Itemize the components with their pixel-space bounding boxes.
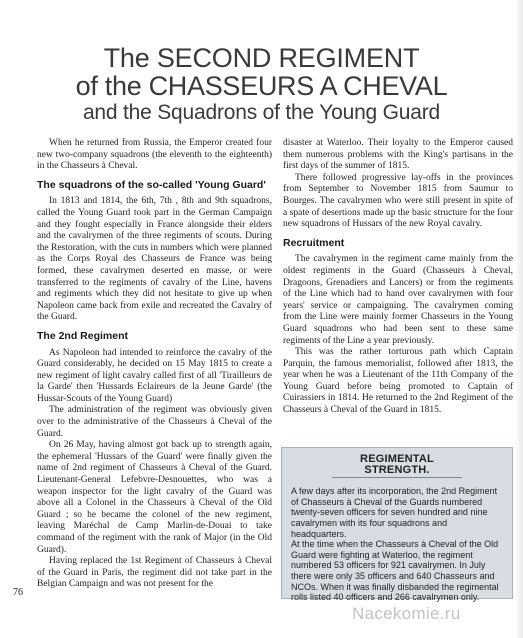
intro-paragraph: When he returned from Russia, the Emperor created four new two-company squadrons (the eleventh to the eighteenth) in the Chasseurs à Cheval. (37, 138, 272, 172)
regiment-paragraph-2: The administration of the regiment was obviously given over to the administrative of the Chasseurs à Cheval of the Guard. (37, 405, 272, 439)
regimental-strength-box (281, 447, 513, 603)
recruitment-paragraph-2: This was the rather torturous path which Captain Parquin, the famous memorialist, followed after 1813, the year when he was a Lieutenant of the 11th Company of the Young Guard before being promoted to Captain of Cuirassiers in 1814. He returned to the 2nd Regiment of the Chasseurs à Cheval of the Guard in 1815. (283, 347, 513, 416)
right-column (283, 138, 513, 417)
regiment-paragraph-3: On 26 May, having almost got back up to strength again, the ephemeral 'Hussars of the Guard' were finally given the name of 2nd regiment of Chasseurs à Cheval of the Guard. Lieutenant-General Lefebvre-Desnouettes, who was a weapon inspector for the light cavalry of the Guard was above all a Colonel in the Chasseurs à Cheval of the Old Guard ; so he became the colonel of the new regiment, leaving Maréchal de Camp Marlin-de-Douai to take command of the regiment with the rank of Major (in the Old Guard). (37, 440, 272, 555)
article-header (0, 44, 523, 125)
title-line-2: of the CHASSEURS A CHEVAL (75, 71, 448, 101)
recruitment-paragraph-1: The cavalrymen in the regiment came mainly from the oldest regiments in the Guard (Chasseurs à Cheval, Dragoons, Grenadiers and Lancers) or from the regiments of the Line which had to hand over cavalrymen with four years' service or campaigning. The cavalrymen coming from the Line were mainly former Chasseurs in the Young Guard squadrons who had been sent to these same regiments of the Line a year previously. (283, 254, 513, 346)
layoffs-paragraph: There followed progressive lay-offs in the provinces from September to November 1815 from Saumur to Bourges. The cavalrymen who were still present in spite of a spate of desertions made up the basic structure for the four new squadrons of Hussars of the new Royal cavalry. (283, 172, 513, 230)
page-edge-shadow (515, 0, 523, 638)
continuation-paragraph: disaster at Waterloo. Their loyalty to the Emperor caused them numerous problems with the King's partisans in the first days of the summer of 1815. (283, 138, 513, 172)
box-title: REGIMENTAL STRENGTH. (332, 454, 462, 478)
box-paragraph-2: At the time when the Chasseurs à Cheval of the Old Guard were fighting at Waterloo, the regiment numbered 53 officers for 921 cavalrymen. In July there were only 35 officers and 640 Chasseurs and NCOs. When it was finally disbanded the regimental rolls listed 40 officers and 266 cavalrymen only. (291, 539, 499, 603)
section-heading-young-guard: The squadrons of the so-called 'Young Guard' (37, 178, 266, 191)
watermark: Nacekomie.ru (352, 604, 461, 623)
title-line-3: and the Squadrons of the Young Guard (82, 101, 441, 124)
regiment-paragraph-1: As Napoleon had intended to reinforce the cavalry of the Guard considerably, he decided on 15 May 1815 to create a new regiment of light cavalry called first of all 'Tirailleurs de la Garde' then 'Hussards Eclaireurs de la Jeune Garde' (the Hussar-Scouts of the Young Guard) (37, 347, 272, 404)
title-line-1: The SECOND REGIMENT (103, 43, 420, 73)
young-guard-paragraph: In 1813 and 1814, the 6th, 7th , 8th and 9th squadrons, called the Young Guard took part in the German Campaign and they fought especially in France alongside their elders and the cavalrymen of the three regiments of scouts. During the Restoration, with the cuts in numbers which were planned as the Corps Royal des Chasseurs de France was being formed, these cavalrymen deserted en masse, or were transferred to the regiments of cavalry of the Line, havens and regiments which they did not hesitate to give up when Napoleon came back from exile and recreated the Cavalry of the Guard. (37, 196, 272, 323)
section-heading-recruitment: Recruitment (283, 236, 345, 249)
section-heading-2nd-regiment: The 2nd Regiment (37, 329, 129, 342)
page-number: 76 (13, 587, 23, 598)
left-column (37, 138, 272, 591)
box-paragraph-1: A few days after its incorporation, the 2nd Regiment of Chasseurs à Cheval of the Guards numbered twenty-seven officers for seven hundred and nine cavalrymen with its four squadrons and headquarters. (291, 486, 498, 539)
regiment-paragraph-4: Having replaced the 1st Regiment of Chasseurs à Cheval of the Guard in Paris, the regiment did not take part in the Belgian Campaign and was not present for the (37, 556, 272, 590)
